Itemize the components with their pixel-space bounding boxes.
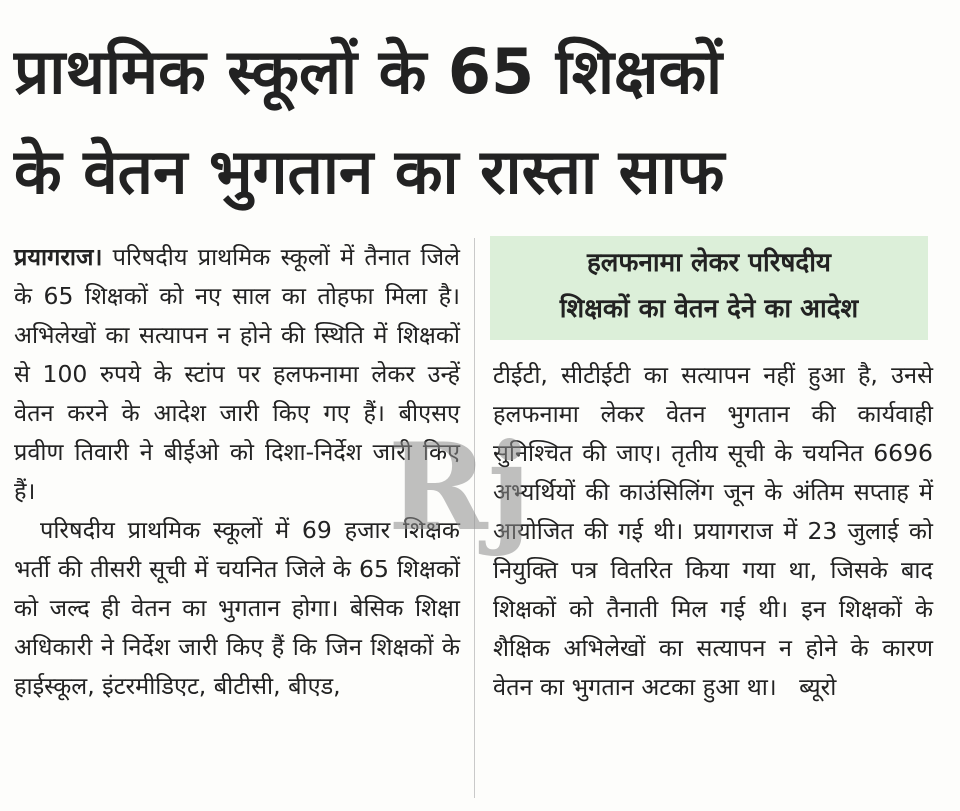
subheading-line-1: हलफनामा लेकर परिषदीय bbox=[586, 248, 832, 278]
subheading-line-2: शिक्षकों का वेतन देने का आदेश bbox=[559, 294, 859, 324]
byline: ब्यूरो bbox=[799, 673, 837, 701]
dateline: प्रयागराज। bbox=[14, 243, 103, 271]
headline-line-1: प्राथमिक स्कूलों के 65 शिक्षकों bbox=[14, 35, 723, 108]
right-paragraph-text: टीईटी, सीटीईटी का सत्यापन नहीं हुआ है, उनसे हलफनामा लेकर वेतन भुगतान की कार्यवाही सुनिश्चित की जाए। तृतीय सूची के चयनित 6696 अभ्यर्थियों की काउंसिलिंग जून के अंतिम सप्ताह में आयोजित की गई थी। प्रयागराज में 23 जुलाई को नियुक्ति पत्र वितरित किया गया था, जिसके बाद शिक्षकों को तैनाती मिल गई थी। इन शिक्षकों के शैक्षिक अभिलेखों का सत्यापन न होने के कारण वेतन का भुगतान अटका हुआ था। bbox=[493, 361, 933, 701]
headline-line-2: के वेतन भुगतान का रास्ता साफ bbox=[14, 135, 725, 208]
watermark-logo: Rj bbox=[388, 417, 532, 558]
paragraph-2: परिषदीय प्राथमिक स्कूलों में 69 हजार शिक्षक भर्ती की तीसरी सूची में चयनित जिले के 65 शिक्षकों को जल्द ही वेतन का भुगतान होगा। बेसिक शिक्षा अधिकारी ने निर्देश जारी किए हैं कि जिन शिक्षकों के हाईस्कूल, इंटरमीडिएट, बीटीसी, बीएड, bbox=[14, 516, 460, 700]
paragraph-1-text: परिषदीय प्राथमिक स्कूलों में तैनात जिले के 65 शिक्षकों को नए साल का तोहफा मिला है। अभिलेखों का सत्यापन न होने की स्थिति में शिक्षकों से 100 रुपये के स्टांप पर हलफनामा लेकर उन्हें वेतन करने के आदेश जारी किए गए हैं। बीएसए प्रवीण तिवारी ने बीईओ को दिशा-निर्देश जारी किए हैं। bbox=[14, 243, 460, 505]
headline bbox=[14, 22, 944, 222]
subheading-box bbox=[490, 236, 928, 340]
